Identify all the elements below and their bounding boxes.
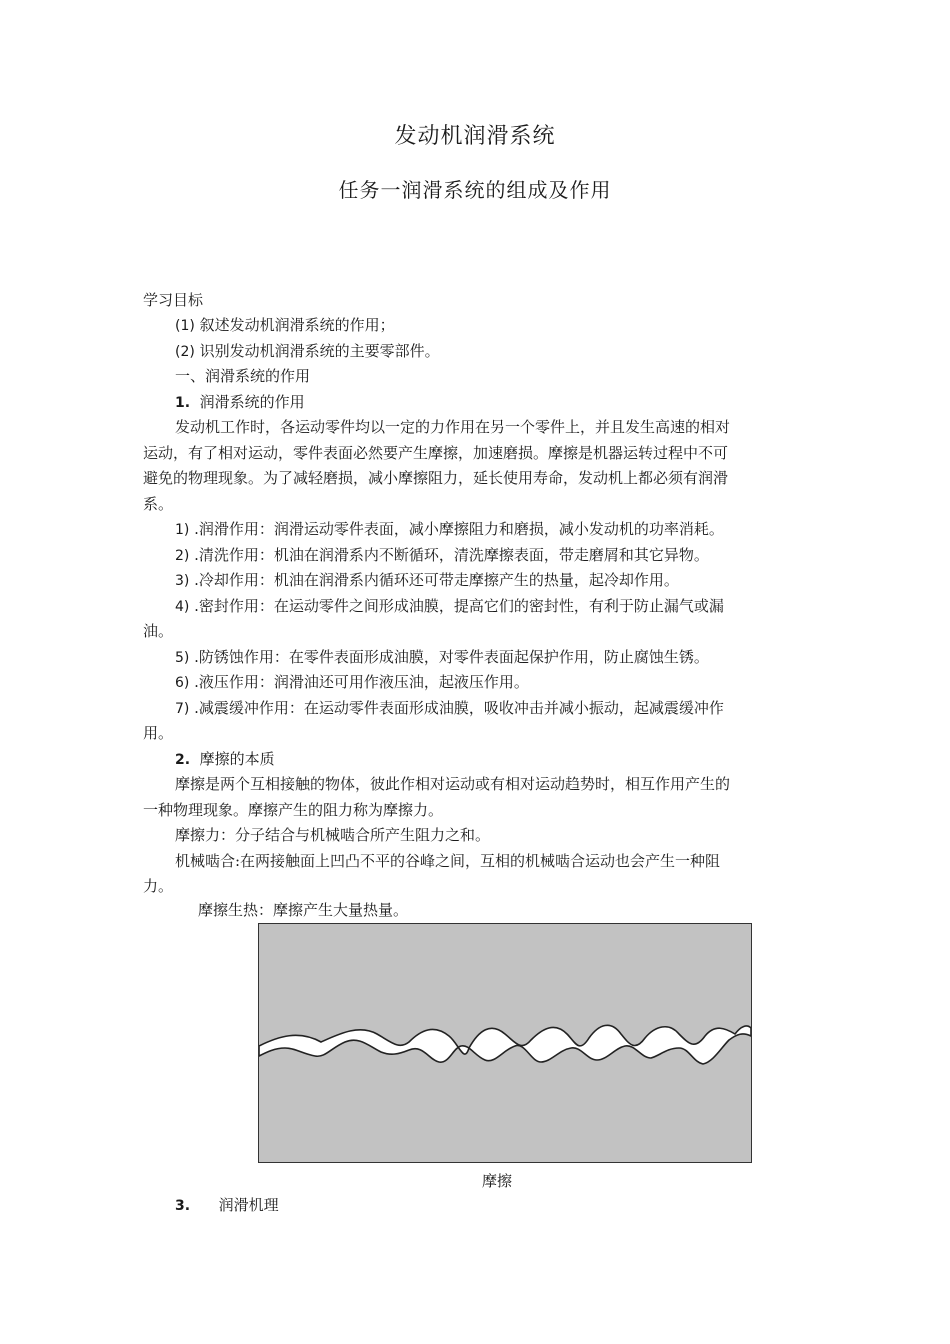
paragraph-line: 一种物理现象。摩擦产生的阻力称为摩擦力。 xyxy=(143,801,444,819)
list-text: .冷却作用：机油在润滑系内循环还可带走摩擦产生的热量，起冷却作用。 xyxy=(194,571,679,589)
paragraph-line: 摩擦力：分子结合与机械啮合所产生阻力之和。 xyxy=(175,826,491,844)
goal-item xyxy=(175,312,395,339)
subsection-title: 摩擦的本质 xyxy=(199,750,275,768)
subsection-title: 润滑系统的作用 xyxy=(199,393,305,411)
paragraph-line: 系。 xyxy=(143,495,174,513)
subsection-number: 1. xyxy=(175,395,191,411)
list-text: .减震缓冲作用：在运动零件表面形成油膜，吸收冲击并减小振动，起减震缓冲作 xyxy=(194,699,724,717)
list-number: 5) xyxy=(175,650,190,666)
paragraph-line: 力。 xyxy=(143,877,174,895)
paragraph-line: 避免的物理现象。为了减轻磨损，减小摩擦阻力，延长使用寿命，发动机上都必须有润滑 xyxy=(143,469,729,487)
list-text-continued: 油。 xyxy=(143,622,174,640)
figure-caption: 摩擦 xyxy=(481,1172,512,1190)
list-text-continued: 用。 xyxy=(143,724,174,742)
page-subtitle: 任务一润滑系统的组成及作用 xyxy=(338,178,612,202)
section-heading: 一、润滑系统的作用 xyxy=(175,367,311,385)
list-item xyxy=(175,516,724,543)
list-text: .密封作用：在运动零件之间形成油膜，提高它们的密封性，有利于防止漏气或漏 xyxy=(194,597,724,615)
goal-number: (1) xyxy=(175,318,195,334)
paragraph-line: 发动机工作时，各运动零件均以一定的力作用在另一个零件上，并且发生高速的相对 xyxy=(175,418,731,436)
list-item xyxy=(175,669,529,696)
list-number: 3) xyxy=(175,573,190,589)
goal-text: 识别发动机润滑系统的主要零部件。 xyxy=(199,342,440,360)
list-item xyxy=(175,644,709,671)
subsection-heading xyxy=(175,389,305,416)
list-text: .润滑作用：润滑运动零件表面，减小摩擦阻力和磨损，减小发动机的功率消耗。 xyxy=(194,520,724,538)
page-title: 发动机润滑系统 xyxy=(394,124,556,149)
list-item xyxy=(175,542,709,569)
list-item xyxy=(175,567,679,594)
paragraph-line: 摩擦生热：摩擦产生大量热量。 xyxy=(198,901,409,919)
list-item xyxy=(175,695,724,722)
subsection-title: 润滑机理 xyxy=(218,1196,279,1214)
paragraph-line: 运动，有了相对运动，零件表面必然要产生摩擦，加速磨损。摩擦是机器运转过程中不可 xyxy=(143,444,729,462)
list-number: 4) xyxy=(175,599,190,615)
subsection-heading xyxy=(175,746,275,773)
list-number: 2) xyxy=(175,548,190,564)
subsection-number: 3. xyxy=(175,1198,191,1214)
friction-surface-illustration xyxy=(259,924,751,1162)
goal-item xyxy=(175,338,440,365)
list-text: .清洗作用：机油在润滑系内不断循环，清洗摩擦表面，带走磨屑和其它异物。 xyxy=(194,546,709,564)
list-number: 6) xyxy=(175,675,190,691)
list-number: 1) xyxy=(175,522,190,538)
subsection-number: 2. xyxy=(175,752,191,768)
paragraph-line: 摩擦是两个互相接触的物体，彼此作相对运动或有相对运动趋势时，相互作用产生的 xyxy=(175,775,731,793)
list-item xyxy=(175,593,724,620)
friction-figure xyxy=(258,923,752,1163)
goals-heading: 学习目标 xyxy=(143,291,204,309)
list-text: .防锈蚀作用：在零件表面形成油膜，对零件表面起保护作用，防止腐蚀生锈。 xyxy=(194,648,709,666)
subsection-heading xyxy=(175,1192,279,1219)
goal-text: 叙述发动机润滑系统的作用； xyxy=(199,316,395,334)
paragraph-line: 机械啮合:在两接触面上凹凸不平的谷峰之间，互相的机械啮合运动也会产生一种阻 xyxy=(175,852,721,870)
list-text: .液压作用：润滑油还可用作液压油，起液压作用。 xyxy=(194,673,529,691)
goal-number: (2) xyxy=(175,344,195,360)
list-number: 7) xyxy=(175,701,190,717)
